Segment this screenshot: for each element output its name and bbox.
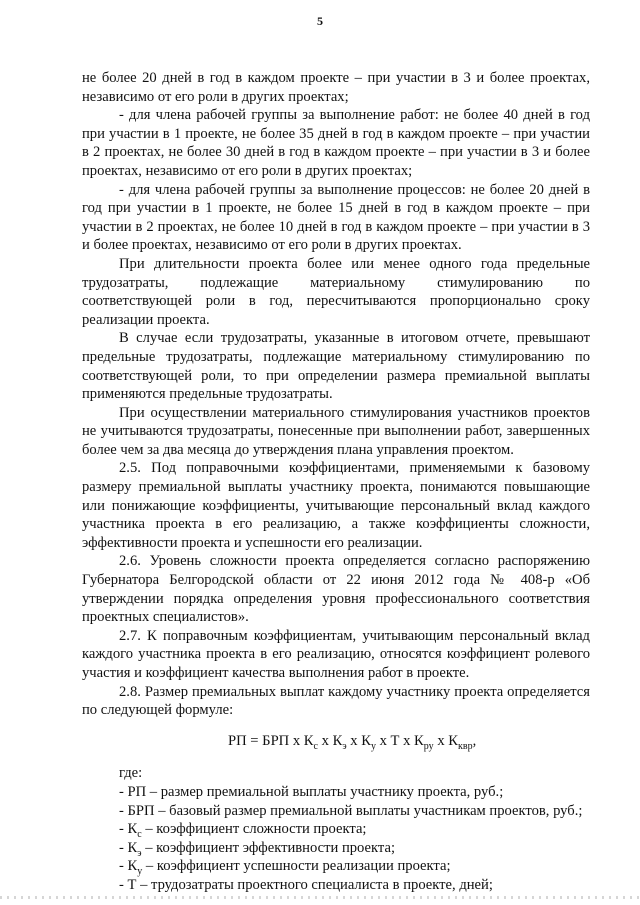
paragraph-continuation: не более 20 дней в год в каждом проекте – при участии в 3 и более проектах, независимо от его роли в других проектах; xyxy=(82,70,590,105)
premium-formula: РП = БРП x $К_с$ x $К_э$ x $К_у$ x Т x $К_{ру}$ x $К_{квр}$, xyxy=(228,732,477,752)
page-number: 5 xyxy=(317,14,323,28)
definition-t: - Т – трудозатраты проектного специалиста в проекте, дней; xyxy=(119,876,493,893)
paragraph-2-6: 2.6. Уровень сложности проекта определяется согласно распоряжению Губернатора Белгородской области от 22 июня 2012 года № 408-р «Об утверждении порядка определения уровня профессионального соответствия проектных специалистов». xyxy=(82,553,590,626)
paragraph-duration: При длительности проекта более или менее одного года предельные трудозатраты, подлежащие материальному стимулированию по соответствующей роли в год, пересчитываются пропорционально сроку реализации проекта. xyxy=(82,255,590,328)
definition-rp: - РП – размер премиальной выплаты участнику проекта, руб.; xyxy=(119,783,504,800)
definition-brp: - БРП – базовый размер премиальной выплаты участникам проектов, руб.; xyxy=(119,802,583,819)
document-body xyxy=(82,69,590,895)
definitions-list xyxy=(82,783,590,895)
paragraph-work-group-works: - для члена рабочей группы за выполнение работ: не более 40 дней в год при участии в 1 проекте, не более 35 дней в год в каждом проекте – при участии в 2 проектах, не более 30 дней в год в каждом проекте – при участии в 3 и более проектах, независимо от его роли в других проектах; xyxy=(82,107,590,179)
paragraph-2-8: 2.8. Размер премиальных выплат каждому участнику проекта определяется по следующей формуле: xyxy=(82,683,590,719)
paragraph-excess: В случае если трудозатраты, указанные в итоговом отчете, превышают предельные трудозатраты, подлежащие материальному стимулированию по соответствующей роли, то при определении размера премиальной выплаты применяются предельные трудозатраты. xyxy=(82,330,590,403)
paragraph-2-7: 2.7. К поправочным коэффициентам, учитывающим персональный вклад каждого участника проекта в его реализацию, относятся коэффициент ролевого участия и коэффициент качества выполнения работ в проекте. xyxy=(82,627,590,681)
where-label: где: xyxy=(119,765,143,782)
definition-ke: - $К_э$ – коэффициент эффективности проекта; xyxy=(119,839,395,859)
paragraph-work-group-processes: - для члена рабочей группы за выполнение процессов: не более 20 дней в год при участии в 1 проекте, не более 15 дней в год в каждом проекте – при участии в 2 проектах, не более 10 дней в год в каждом проекте – при участии в 3 и более проектах, независимо от его роли в других проектах. xyxy=(82,181,590,254)
definition-ky: - $К_у$ – коэффициент успешности реализации проекта; xyxy=(119,858,451,878)
paragraph-2-5: 2.5. Под поправочными коэффициентами, применяемыми к базовому размеру премиальной выплаты участнику проекта, понимаются повышающие или понижающие коэффициенты, учитывающие персональный вклад каждого участника проекта в его реализацию, а также коэффициенты сложности, эффективности проекта и успешности его реализации. xyxy=(82,460,590,551)
definition-kc: - $К_с$ – коэффициент сложности проекта; xyxy=(119,821,367,841)
paragraph-exclusion: При осуществлении материального стимулирования участников проектов не учитываются трудозатраты, понесенные при выполнении работ, завершенных более чем за два месяца до утверждения плана управления проектом. xyxy=(82,404,590,458)
scan-edge-artifact xyxy=(0,896,640,899)
